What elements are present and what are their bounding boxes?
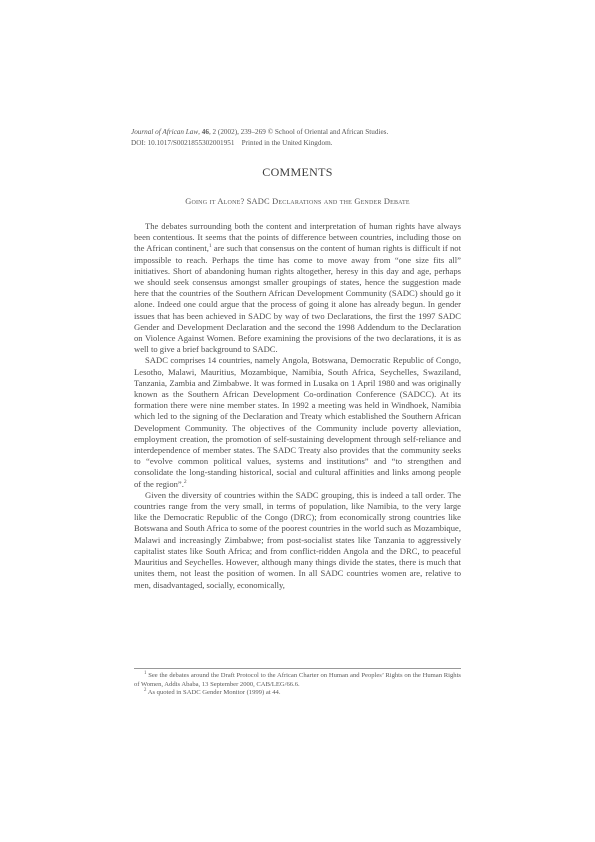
journal-name: Journal of African Law	[131, 128, 199, 136]
paragraph-1-part-a: The debates surrounding both the content and interpretation of human rights have always been contentious. It seems that the points of difference between countries, including those on the African continent,	[134, 221, 461, 254]
footnote-2	[134, 689, 461, 698]
journal-volume: 46	[201, 128, 209, 136]
footnote-1-number: 1	[144, 670, 147, 676]
footnote-divider	[134, 668, 461, 669]
footnote-ref-1[interactable]: 1	[208, 243, 212, 250]
paragraph-1	[134, 221, 461, 355]
citation-rest: , 2 (2002), 239–269 © School of Oriental and African Studies.	[208, 128, 389, 136]
article-title: Going it Alone? SADC Declarations and the Gender Debate	[185, 197, 410, 206]
footnote-2-text: As quoted in SADC Gender Monitor (1999) at 44.	[146, 689, 281, 697]
citation-line: Journal of African Law, 46, 2 (2002), 239–269 © School of Oriental and African Studies.	[131, 128, 389, 136]
paragraph-3: Given the diversity of countries within the SADC grouping, this is indeed a tall order. The countries range from the very small, in terms of population, like Namibia, to the very large like the Democratic Republic of the Congo (DRC); from economically strong countries like Botswana and South Africa to some of the poorest countries in the world such as Mozambique, Malawi and increasingly Zimbabwe; from post-socialist states like Tanzania to aggressively capitalist states like South Africa; and from conflict-ridden Angola and the DRC, to peaceful Mauritius and Seychelles. However, although many things divide the states, there is much that unites them, not least the position of women. In all SADC countries women are, relative to men, disadvantaged, socially, economically,	[134, 489, 461, 590]
printed-note: Printed in the United Kingdom.	[241, 139, 333, 147]
section-heading: COMMENTS	[262, 165, 333, 179]
footnote-2-number: 2	[144, 688, 147, 694]
footnote-ref-2[interactable]: 2	[183, 478, 187, 485]
footnote-1-text: See the debates around the Draft Protocol to the African Charter on Human and Peoples’ Rights on the Human Rights of Women, Addis Ababa, 13 September 2000, CAB/LEG/66.6.	[134, 672, 461, 688]
paragraph-2-text: SADC comprises 14 countries, namely Angola, Botswana, Democratic Republic of Congo, Lesotho, Malawi, Mauritius, Mozambique, Namibia, South Africa, Seychelles, Swaziland, Tanzania, Zambia and Zimbabwe. It was formed in Lusaka on 1 April 1980 and was originally known as the Southern African Development Co-ordination Conference (SADCC). At its formation there were nine member states. In 1992 a meeting was held in Windhoek, Namibia which led to the signing of the Declaration and Treaty which established the Southern African Development Community. The objectives of the Community include poverty alleviation, employment creation, the promotion of self-sustaining development through self-reliance and interdependence of member states. The SADC Treaty also provides that the community seeks to “evolve common political values, systems and institutions” and “to strengthen and consolidate the long-standing historical, social and cultural affinities and links among people of the region”.	[134, 355, 461, 489]
journal-citation-header	[131, 127, 471, 149]
footnote-1	[134, 672, 461, 689]
paragraph-1-part-b: are such that consensus on the content of human rights is difficult if not impossible to reach. Perhaps the time has come to move away from “one size fits all” initiatives. Short of abandoning human rights altogether, heresy in this day and age, perhaps we should seek consensus amongst smaller groupings of states, hence the suggestion made here that the countries of the Southern African Development Community (SADC) should go it alone. Indeed one could argue that the process of going it alone has already begun. In gender issues that has been achieved in SADC by way of two Declarations, the first the 1997 SADC Gender and Development Declaration and the second the 1998 Addendum to the Declaration on Violence Against Women. Before examining the provisions of the two declarations, it is as well to give a brief background to SADC.	[134, 243, 461, 355]
article-body	[134, 221, 461, 591]
doi-line	[131, 138, 471, 149]
paragraph-2	[134, 355, 461, 489]
doi: DOI: 10.1017/S0021855302001951	[131, 139, 235, 147]
footnotes	[134, 672, 461, 698]
